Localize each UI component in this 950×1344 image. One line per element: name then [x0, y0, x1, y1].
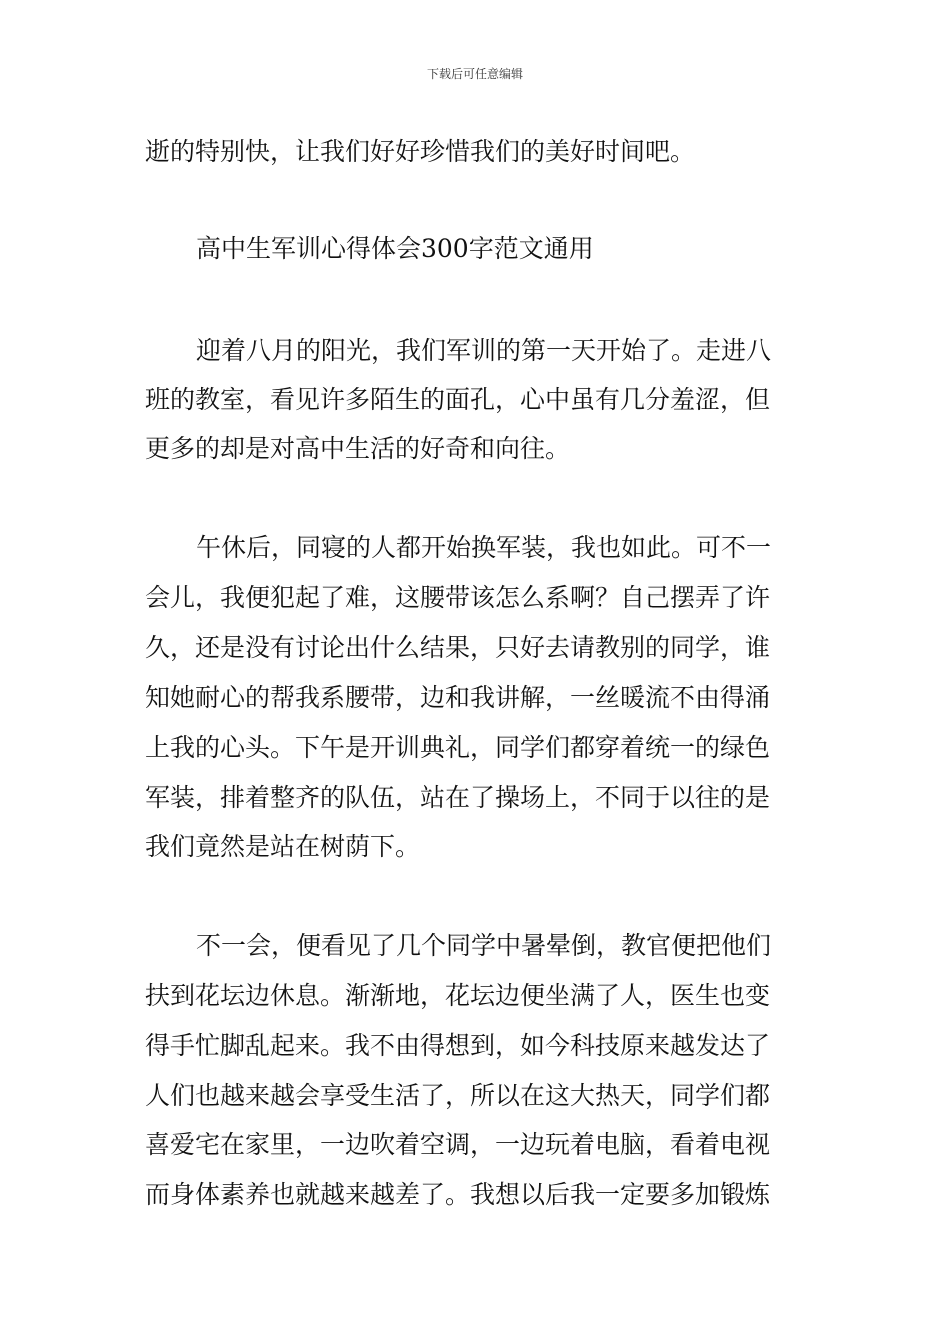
text-line: 得手忙脚乱起来。我不由得想到，如今科技原来越发达了: [145, 1031, 771, 1060]
text-line: 人们也越来越会享受生活了，所以在这大热天，同学们都: [145, 1081, 771, 1110]
text-line: 上我的心头。下午是开训典礼，同学们都穿着统一的绿色: [145, 733, 771, 762]
text-line: 迎着八月的阳光，我们军训的第一天开始了。走进八: [196, 336, 772, 365]
text-line: 扶到花坛边休息。渐渐地，花坛边便坐满了人，医生也变: [145, 981, 771, 1010]
text-line: 班的教室，看见许多陌生的面孔，心中虽有几分羞涩，但: [145, 385, 771, 414]
page-header: 下载后可任意编辑: [426, 67, 523, 81]
text-line: 我们竟然是站在树荫下。: [145, 832, 421, 861]
text-line: 逝的特别快，让我们好好珍惜我们的美好时间吧。: [145, 137, 696, 166]
section-title: 高中生军训心得体会300字范文通用: [196, 234, 594, 263]
text-line: 不一会，便看见了几个同学中暑晕倒，教官便把他们: [196, 931, 772, 960]
text-line: 更多的却是对高中生活的好奇和向往。: [145, 434, 571, 463]
text-line: 久，还是没有讨论出什么结果，只好去请教别的同学，谁: [145, 633, 771, 662]
text-line: 知她耐心的帮我系腰带，边和我讲解，一丝暖流不由得涌: [145, 683, 771, 712]
text-line: 午休后，同寝的人都开始换军装，我也如此。可不一: [196, 533, 772, 562]
text-line: 军装，排着整齐的队伍，站在了操场上，不同于以往的是: [145, 783, 771, 812]
text-line: 会儿，我便犯起了难，这腰带该怎么系啊？自己摆弄了许: [145, 583, 771, 612]
text-line: 喜爱宅在家里，一边吹着空调，一边玩着电脑，看着电视: [145, 1130, 771, 1159]
text-line: 而身体素养也就越来越差了。我想以后我一定要多加锻炼: [145, 1180, 771, 1209]
